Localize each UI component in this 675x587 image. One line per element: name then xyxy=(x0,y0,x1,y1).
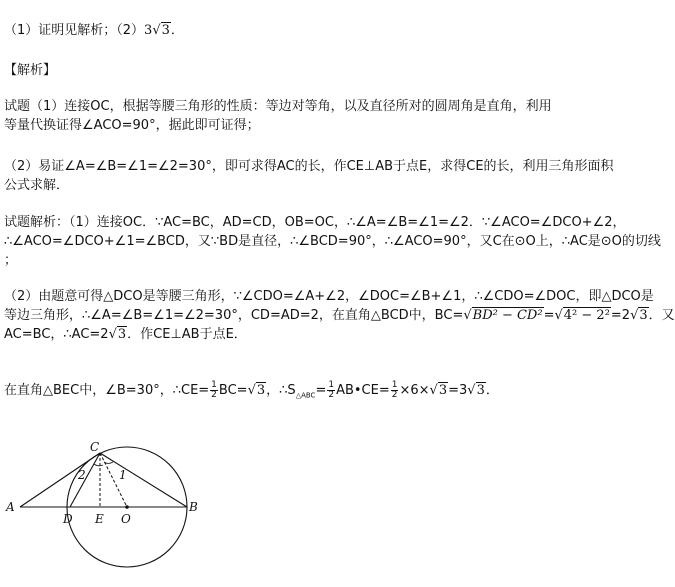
hint2-line2: 公式求解． xyxy=(4,178,70,193)
answer-text: （1）证明见解析；（2） xyxy=(4,23,145,38)
label-angle-2: 2 xyxy=(78,468,86,482)
angle-arc-2 xyxy=(94,464,103,466)
label-c: C xyxy=(90,440,100,454)
solution2-line2: 等边三角形，∴∠A=∠B=∠1=∠2=30°，CD=AD=2，在直角△BCD中，BC=√BD² − CD²=√4² − 2²=2√3．又 xyxy=(4,308,675,323)
hint1-line2: 等量代换证得∠ACO=90°，据此即可证得； xyxy=(4,118,260,133)
solution2-line1: （2）由题意可得△DCO是等腰三角形，∵∠CDO=∠A+∠2，∠DOC=∠B+∠1，∴∠CDO=∠DOC，即△DCO是 xyxy=(4,289,654,304)
solution3-line: 在直角△BEC中，∠B=30°，∴CE= $\frac{1}{2}$ BC=√3，$\therefore S_{\triangle ABC}=$ $\frac{1}{2}$ AB•CE= $\frac{1}{2}$ ×6×√3=3√3． xyxy=(4,380,499,400)
center-dot xyxy=(125,505,129,509)
hint2-line1: （2）易证∠A=∠B=∠1=∠2=30°，即可求得AC的长，作CE⊥AB于点E，求得CE的长，利用三角形面积 xyxy=(4,159,614,174)
answer-line: （1）证明见解析；（2）3√3． xyxy=(4,23,184,38)
solution1-line3: ； xyxy=(4,253,18,268)
label-angle-1: 1 xyxy=(119,468,127,482)
analysis-heading: 【解析】 xyxy=(4,63,57,78)
label-b: B xyxy=(189,500,198,514)
segment-ac xyxy=(20,453,100,507)
solution2-line3: AC=BC，∴AC=2√3．作CE⊥AB于点E． xyxy=(4,327,247,342)
hint1-line1: 试题（1）连接OC，根据等腰三角形的性质：等边对等角，以及直径所对的圆周角是直角，利用 xyxy=(4,99,552,114)
solution1-line2: ∴∠ACO=∠DCO+∠1=∠BCD，又∵BD是直径，∴∠BCD=90°，∴∠ACO=90°，又C在⊙O上，∴AC是⊙O的切线 xyxy=(4,234,661,249)
segment-cb xyxy=(100,453,187,507)
label-a: A xyxy=(6,500,15,514)
label-d: D xyxy=(63,512,73,526)
label-o: O xyxy=(121,512,131,526)
solution1-line1: 试题解析：（1）连接OC．∵AC=BC，AD=CD，OB=OC，∴∠A=∠B=∠1=∠2．∵∠ACO=∠DCO+∠2， xyxy=(4,215,626,230)
geometry-figure xyxy=(0,435,240,587)
answer-value: 3√3 xyxy=(144,23,170,38)
label-e: E xyxy=(95,512,104,526)
